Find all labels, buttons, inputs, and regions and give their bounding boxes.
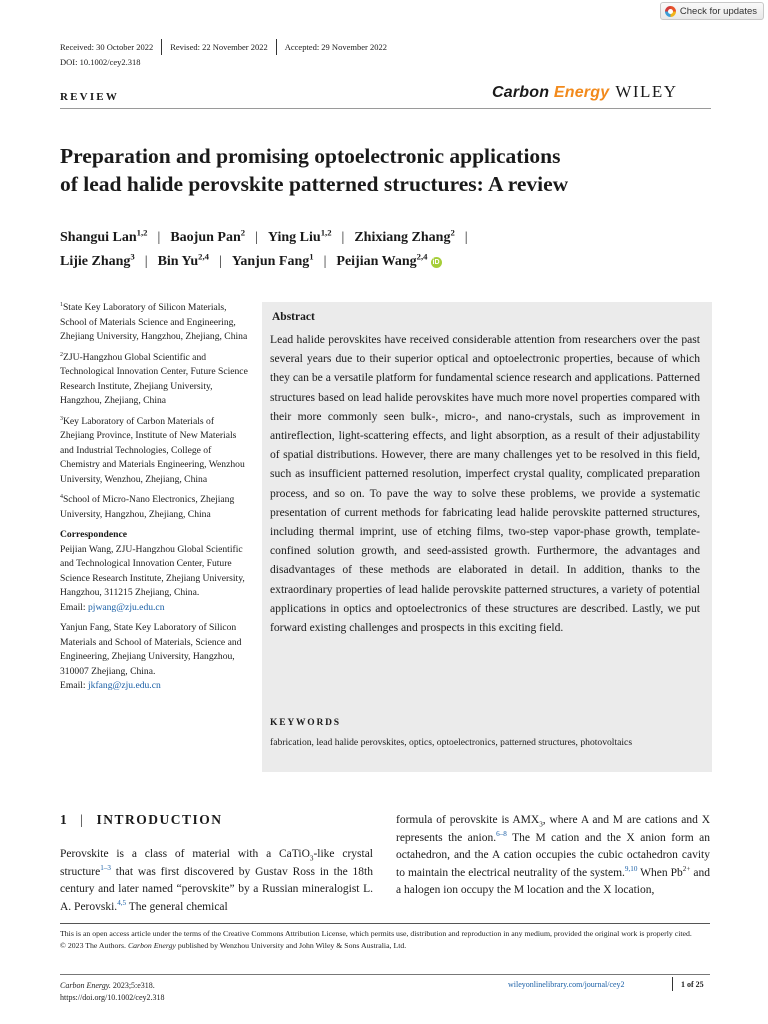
author-name[interactable]: Bin Yu$^{2,4}$ <box>157 251 210 269</box>
author-line-2: Lijie Zhang$^3$ | Bin Yu$^{2,4}$ | Yanjun Fang$^1$ | Peijian Wang$^{2,4}$iD <box>60 251 440 269</box>
body-column-right: formula of perovskite is $AMX_3$, where A and M are cations and X represents the anion.$^{6-8}$ The M cation and the X anion form an octahedron, and the A cation occupies the cubic octahedron cavity to maintain the electrical neutrality of the system.$^{9,10}$ When $Pb^{2+}$ and a halogen ion occupy the M location and the X location, <box>396 814 710 896</box>
citation-link[interactable]: 4,5 <box>117 898 127 907</box>
abstract-heading: Abstract <box>272 311 315 323</box>
journal-citation: Carbon Energy. 2023;5:e318. https://doi.org/10.1002/cey2.318 <box>60 981 165 1002</box>
section-label: REVIEW <box>60 91 120 103</box>
license-notice <box>60 928 715 952</box>
email-link[interactable]: jkfang@zju.edu.cn <box>87 680 161 691</box>
citation-link[interactable]: 9,10 <box>624 864 638 873</box>
citation-link[interactable]: 6–8 <box>496 829 507 838</box>
license-text: This is an open access article under the terms of the Creative Commons Attribution License, which permits use, distribution and reproduction in any medium, provided the original work is properly cited. <box>60 929 692 938</box>
author-name[interactable]: Lijie Zhang$^3$ <box>60 251 135 269</box>
correspondence-heading: Correspondence <box>60 529 127 540</box>
author-line-1: Shangui Lan$^{1,2}$ | Baojun Pan$^2$ | Ying Liu$^{1,2}$ | Zhixiang Zhang$^2$ | <box>60 227 468 245</box>
affiliation: $^1$State Key Laboratory of Silicon Materials, School of Materials Science and Engineering, Zhejiang University, Hangzhou, Zhejiang, China <box>60 301 248 342</box>
orcid-icon[interactable]: iD <box>432 259 440 266</box>
received-date: Received: 30 October 2022 <box>60 42 154 52</box>
logo-carbon-text: Carbon <box>492 84 554 101</box>
title-line-2: of lead halide perovskite patterned structures: A review <box>60 172 569 196</box>
author-name[interactable]: Yanjun Fang$^1$ <box>231 251 314 269</box>
author-name[interactable]: Zhixiang Zhang$^2$ <box>354 227 455 245</box>
crossmark-icon <box>665 6 676 17</box>
check-for-updates-button[interactable] <box>660 2 764 20</box>
keywords-heading: KEYWORDS <box>270 718 341 728</box>
article-dates <box>60 39 395 55</box>
page-number: 1 of 25 <box>681 980 704 989</box>
header-divider <box>60 108 711 109</box>
wiley-online-link[interactable]: wileyonlinelibrary.com/journal/cey2 <box>508 980 625 989</box>
doi-link[interactable]: https://doi.org/10.1002/cey2.318 <box>60 993 165 1002</box>
article-title <box>60 142 710 198</box>
accepted-date: Accepted: 29 November 2022 <box>284 42 387 52</box>
section-heading: 1 | INTRODUCTION <box>60 812 223 827</box>
footnote-divider <box>60 923 710 924</box>
affiliation: $^4$School of Micro-Nano Electronics, Zhejiang University, Hangzhou, Zhejiang, China <box>60 493 235 520</box>
footer-divider <box>60 974 710 975</box>
author-name[interactable]: Ying Liu$^{1,2}$ <box>267 227 332 245</box>
author-name[interactable]: Baojun Pan$^2$ <box>170 227 246 245</box>
author-name[interactable]: Shangui Lan$^{1,2}$ <box>60 227 148 245</box>
body-column-left: Perovskite is a class of material with a CaTiO$_3$-like crystal structure$^{1-3}$ that was first discovered by Gustav Ross in the 18th century and later named “perovskite” by a Russian mineralogist L. A. Perovski.$^{4,5}$ The general chemical <box>60 848 373 913</box>
revised-date: Revised: 22 November 2022 <box>170 42 268 52</box>
abstract-text: Lead halide perovskites have received considerable attention from researchers over the past several years due to their superior optical and optoelectronic properties, because of which they can be a versatile platform for fundamental science research and applications. Patterned structures based on lead halide perovskites have much more novel properties compared with their more commonly seen bulk-, micro-, and nano-crystals, such as improvement in antireflection, light-scattering effects, and light absorption, as a result of their adjustability of spatial distributions. However, there are many challenges yet to be resolved in this field, such as insufficient patterned resolution, imperfect crystal quality, complicated preparation process, and so on. To pave the way to solve these problems, we provide a systematic presentation of current methods for fabricating lead halide perovskite patterned structures, including thermal imprint, use of etching films, two-step vapor-phase growth, template-confined solution growth, and seed-assisted growth. Furthermore, the advantages and disadvantages of these methods are elaborated in detail. In addition, thanks to the extraordinary properties of lead halide perovskite patterned structures, a variety of potential applications in optics and optoelectronics of these structures are described. Lastly, we put forward existing challenges and prospects in this exciting field. <box>270 333 700 635</box>
affiliation: $^2$ZJU-Hangzhou Global Scientific and Technological Innovation Center, Future Science Research Institute, Zhejiang University, Hangzhou, Zhejiang, China <box>60 351 248 406</box>
page-divider <box>672 977 673 991</box>
article-doi: DOI: 10.1002/cey2.318 <box>60 57 141 67</box>
author-list <box>60 226 720 274</box>
affiliations-column <box>60 301 250 700</box>
carbon-energy-logo <box>492 84 609 102</box>
affiliation: $^3$Key Laboratory of Carbon Materials of Zhejiang Province, Institute of New Materials and Industrial Technologies, College of Chemistry and Materials Engineering, Wenzhou University, Wenzhou, Zhejiang, China <box>60 415 245 485</box>
correspondence-entry: Peijian Wang, ZJU-Hangzhou Global Scientific and Technological Innovation Center, Future Science Research Institute, Zhejiang University, Hangzhou, 311215 Zhejiang, China. Email: pjwang@zju.edu.cn <box>60 543 245 613</box>
journal-logo <box>492 82 678 102</box>
citation-link[interactable]: 1–3 <box>100 863 111 872</box>
logo-energy-text: Energy <box>553 84 610 101</box>
copyright-line: © 2023 The Authors. Carbon Energy published by Wenzhou University and John Wiley & Sons Australia, Ltd. <box>60 941 407 950</box>
keywords-text: fabrication, lead halide perovskites, optics, optoelectronics, patterned structures, photovoltaics <box>270 737 633 748</box>
author-name[interactable]: Peijian Wang$^{2,4}$ <box>336 251 428 269</box>
wiley-logo: WILEY <box>615 82 678 101</box>
check-for-updates-label: Check for updates <box>679 5 757 17</box>
correspondence-entry: Yanjun Fang, State Key Laboratory of Silicon Materials and School of Materials, Science and Engineering, Zhejiang University, Hangzhou, 310007 Zhejiang, China. Email: jkfang@zju.edu.cn <box>60 622 242 691</box>
title-line-1: Preparation and promising optoelectronic applications <box>60 144 561 168</box>
email-link[interactable]: pjwang@zju.edu.cn <box>87 601 165 613</box>
